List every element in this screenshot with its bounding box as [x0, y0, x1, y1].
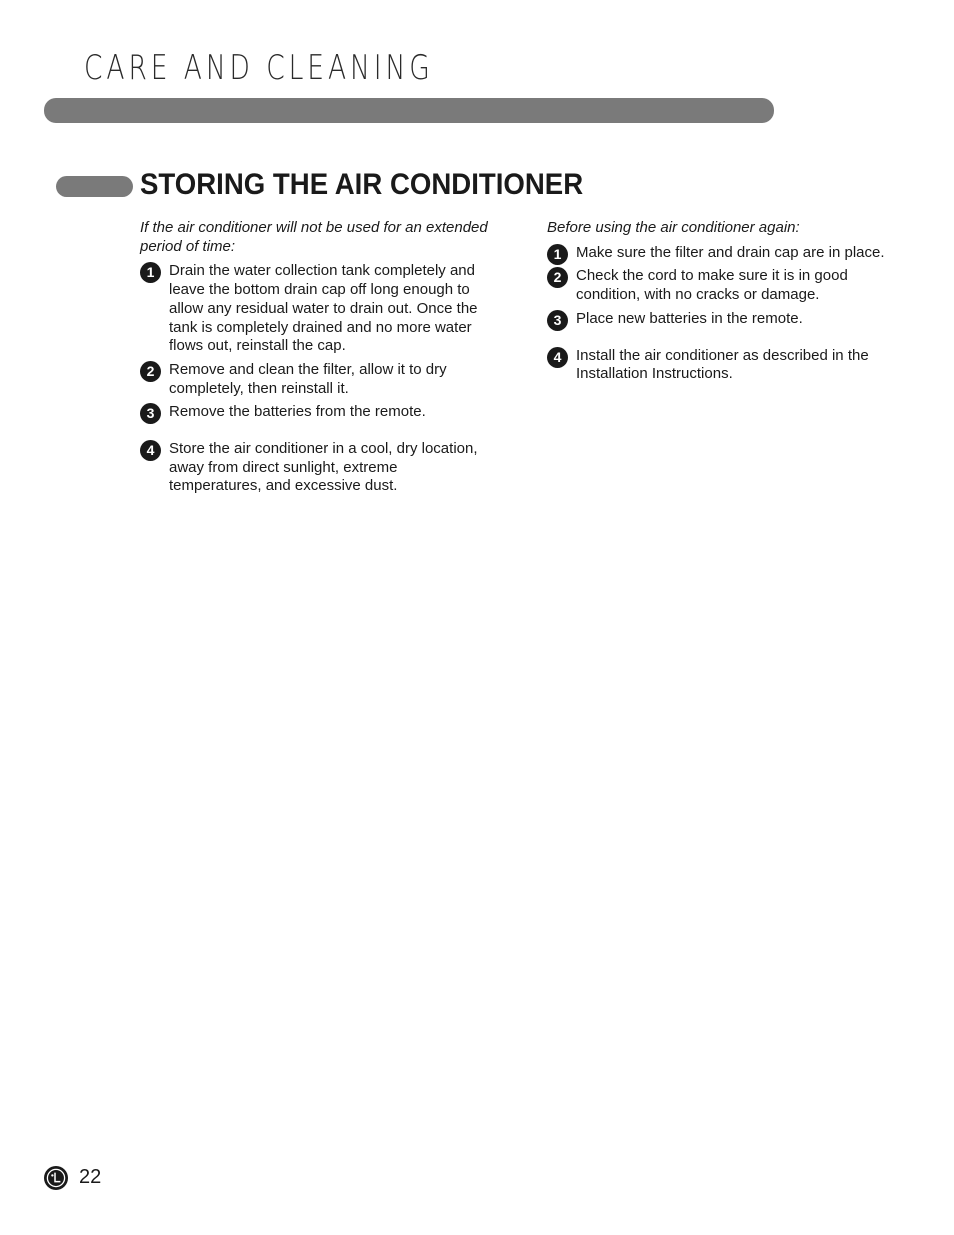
left-intro: If the air conditioner will not be used for an extended period of time:	[140, 219, 488, 255]
right-step-4	[547, 347, 907, 384]
step-text: Make sure the filter and drain cap are in place.	[576, 243, 885, 261]
right-column	[547, 219, 907, 389]
page-number: 22	[79, 1166, 102, 1188]
step-text: Remove the batteries from the remote.	[169, 403, 426, 421]
step-text: Check the cord to make sure it is in good condition, with no cracks or damage.	[576, 267, 848, 304]
step-number-badge: 4	[140, 440, 161, 461]
left-step-1	[140, 262, 490, 356]
step-text: Store the air conditioner in a cool, dry location, away from direct sunlight, extreme temperatures, and excessive dust.	[169, 440, 478, 495]
right-step-1	[547, 244, 907, 263]
left-column	[140, 219, 490, 501]
section-marker-pill	[56, 176, 133, 197]
step-text: Install the air conditioner as described in the Installation Instructions.	[576, 346, 869, 383]
step-number-badge: 1	[140, 262, 161, 283]
step-number-badge: 3	[140, 403, 161, 424]
lg-logo-icon	[44, 1166, 68, 1190]
left-step-2	[140, 361, 490, 398]
right-step-3	[547, 310, 907, 329]
chapter-title: CARE AND CLEANING	[84, 48, 434, 88]
step-text: Drain the water collection tank completely and leave the bottom drain cap off long enough to allow any residual water to drain out. Once the tank is completely drained and no more water flows out, reinstall the cap.	[169, 262, 478, 355]
step-text: Remove and clean the filter, allow it to dry completely, then reinstall it.	[169, 360, 447, 397]
step-number-badge: 4	[547, 347, 568, 368]
step-text: Place new batteries in the remote.	[576, 309, 803, 327]
step-number-badge: 2	[140, 361, 161, 382]
step-number-badge: 1	[547, 244, 568, 265]
left-step-4	[140, 440, 490, 496]
step-number-badge: 2	[547, 267, 568, 288]
step-number-badge: 3	[547, 310, 568, 331]
section-title: STORING THE AIR CONDITIONER	[140, 168, 584, 201]
left-step-3	[140, 403, 490, 422]
chapter-header-bar	[44, 98, 774, 123]
right-step-2	[547, 267, 907, 304]
right-intro: Before using the air conditioner again:	[547, 219, 800, 236]
